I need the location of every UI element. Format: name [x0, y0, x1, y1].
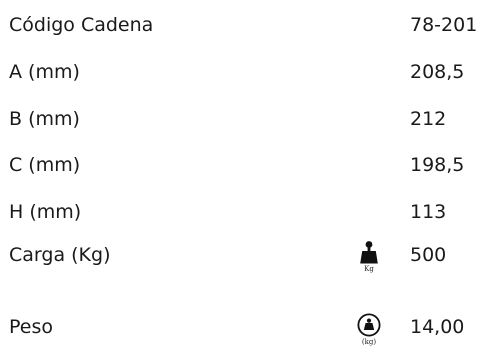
spec-label: A (mm) — [9, 61, 80, 83]
weight-kg-glyph — [359, 240, 379, 264]
spec-label: H (mm) — [9, 201, 82, 223]
spec-row-a-mm — [0, 57, 486, 87]
spec-label: C (mm) — [9, 154, 81, 176]
spec-row-peso — [0, 312, 486, 342]
spec-value: 500 — [410, 244, 447, 266]
spec-label: B (mm) — [9, 108, 80, 130]
weight-kg-icon — [354, 240, 384, 274]
weight-kg-caption: Kg — [364, 265, 374, 273]
spec-value: 14,00 — [410, 316, 465, 338]
spec-label: Peso — [9, 316, 53, 338]
spec-value: 198,5 — [410, 154, 465, 176]
spec-row-b-mm — [0, 104, 486, 134]
spec-label: Carga (Kg) — [9, 244, 111, 266]
spec-value: 78-201 — [410, 14, 478, 36]
scale-weight-caption: (kg) — [361, 338, 377, 346]
spec-label: Código Cadena — [9, 14, 154, 36]
spec-row-codigo-cadena — [0, 10, 486, 40]
spec-value: 208,5 — [410, 61, 465, 83]
spec-value: 113 — [410, 201, 447, 223]
spec-row-carga — [0, 240, 486, 270]
spec-row-h-mm — [0, 197, 486, 227]
spec-value: 212 — [410, 108, 447, 130]
spec-row-c-mm — [0, 150, 486, 180]
scale-weight-glyph — [357, 313, 381, 337]
scale-weight-icon — [354, 313, 384, 347]
